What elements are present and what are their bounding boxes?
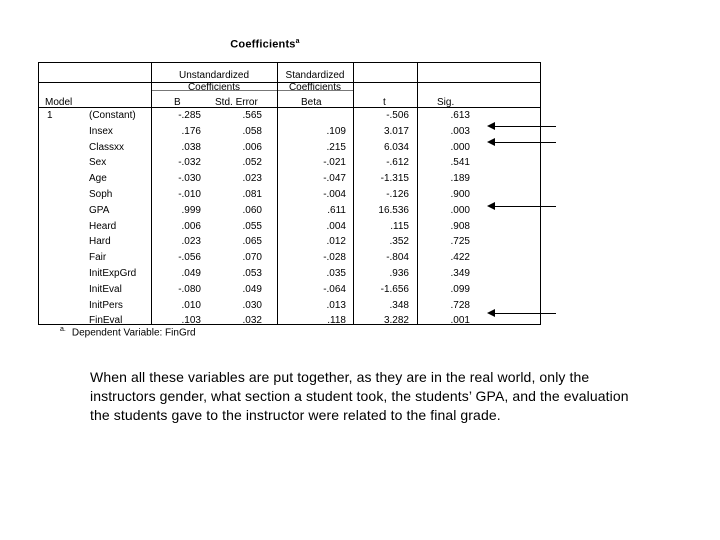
cell-std-error: .023 — [242, 173, 262, 185]
cell-sig: .728 — [450, 299, 470, 311]
cell-std-error: .052 — [242, 157, 262, 169]
table-row — [39, 203, 542, 219]
cell-b: .176 — [181, 125, 201, 137]
cell-std-error: .030 — [242, 299, 262, 311]
cell-t: -.506 — [386, 110, 409, 121]
header-sig: Sig. — [437, 97, 455, 108]
cell-t: .936 — [389, 267, 409, 279]
cell-variable: Age — [89, 173, 107, 185]
table-row — [39, 250, 542, 266]
cell-sig: .908 — [450, 220, 470, 232]
table-row — [39, 108, 542, 124]
cell-t: -1.315 — [380, 173, 409, 185]
cell-beta: -.064 — [323, 283, 346, 295]
cell-variable: Classxx — [89, 141, 125, 153]
cell-b: -.080 — [178, 283, 201, 295]
cell-beta: -.028 — [323, 252, 346, 264]
cell-t: -1.656 — [380, 283, 409, 295]
header-model: Model — [45, 97, 73, 108]
arrow-icon — [494, 313, 556, 314]
cell-variable: Insex — [89, 125, 113, 137]
cell-std-error: .049 — [242, 283, 262, 295]
cell-std-error: .053 — [242, 267, 262, 279]
coefficients-table — [38, 62, 541, 325]
cell-t: 16.536 — [378, 204, 409, 216]
cell-beta: .215 — [326, 141, 346, 153]
cell-t: 3.017 — [383, 125, 409, 137]
footnote-text: Dependent Variable: FinGrd — [71, 327, 196, 339]
table-row — [39, 140, 542, 156]
cell-t: 6.034 — [383, 141, 409, 153]
cell-b: .999 — [181, 204, 201, 216]
footnote-marker: a. — [60, 326, 66, 333]
table-row — [39, 187, 542, 203]
cell-std-error: .565 — [242, 110, 262, 121]
table-row — [39, 266, 542, 282]
model-number: 1 — [47, 110, 53, 121]
cell-b: -.030 — [178, 173, 201, 185]
cell-t: .348 — [389, 299, 409, 311]
cell-sig: .541 — [450, 157, 470, 169]
cell-std-error: .081 — [242, 188, 262, 200]
title-footnote-marker: a — [295, 38, 300, 45]
cell-variable: InitEval — [89, 283, 122, 295]
cell-beta: .611 — [327, 204, 346, 216]
cell-std-error: .065 — [242, 236, 262, 248]
cell-variable: (Constant) — [89, 110, 136, 121]
cell-t: .352 — [389, 236, 409, 248]
table-row — [39, 155, 542, 171]
cell-sig: .000 — [450, 141, 470, 153]
cell-sig: .900 — [450, 188, 470, 200]
cell-b: -.010 — [178, 188, 201, 200]
cell-t: 3.282 — [383, 315, 409, 327]
cell-std-error: .055 — [242, 220, 262, 232]
caption-text: When all these variables are put together, as they are in the real world, only the instructors gender, what section a student took, the students’ GPA, and the evaluation the students gave to the instructor were related to the final grade. — [90, 369, 629, 423]
cell-sig: .349 — [450, 267, 470, 279]
cell-variable: Fair — [89, 252, 107, 264]
arrow-icon — [494, 142, 556, 143]
arrow-icon — [494, 126, 556, 127]
table-row — [39, 234, 542, 250]
cell-t: -.804 — [386, 252, 409, 264]
table-row — [39, 171, 542, 187]
cell-std-error: .060 — [242, 204, 262, 216]
cell-variable: InitPers — [89, 299, 123, 311]
header-unstandardized: Unstandardized Coefficients — [178, 70, 250, 93]
cell-beta: .109 — [326, 125, 346, 137]
cell-b: .038 — [181, 141, 201, 153]
arrow-icon — [494, 206, 556, 207]
cell-sig: .725 — [450, 236, 470, 248]
cell-sig: .000 — [450, 204, 470, 216]
cell-beta: -.004 — [323, 188, 346, 200]
cell-sig: .189 — [450, 173, 470, 185]
cell-t: -.612 — [386, 157, 409, 169]
header-standardized: Standardized Coefficients — [285, 70, 345, 93]
table-row — [39, 282, 542, 298]
cell-beta: .118 — [327, 315, 346, 327]
table-title: Coefficients$^a$ — [230, 38, 300, 51]
table-row — [39, 298, 542, 314]
header-t: t — [383, 97, 386, 108]
cell-std-error: .070 — [242, 252, 262, 264]
header-beta: Beta — [301, 97, 322, 108]
cell-b: .006 — [181, 220, 201, 232]
cell-b: -.056 — [178, 252, 201, 264]
cell-b: .103 — [181, 315, 201, 327]
cell-b: .049 — [181, 267, 201, 279]
cell-beta: .004 — [326, 220, 346, 232]
cell-beta: .035 — [326, 267, 346, 279]
cell-t: .115 — [390, 220, 409, 232]
cell-variable: Soph — [89, 188, 113, 200]
cell-beta: .013 — [326, 299, 346, 311]
cell-variable: GPA — [89, 204, 110, 216]
cell-std-error: .006 — [242, 141, 262, 153]
cell-beta: -.021 — [323, 157, 346, 169]
cell-variable: FinEval — [89, 315, 123, 327]
header-std-error: Std. Error — [215, 97, 258, 108]
cell-b: .010 — [181, 299, 201, 311]
cell-b: .023 — [181, 236, 201, 248]
table-body — [39, 108, 542, 329]
cell-sig: .422 — [450, 252, 470, 264]
table-row — [39, 219, 542, 235]
cell-b: -.285 — [178, 110, 201, 121]
cell-std-error: .058 — [242, 125, 262, 137]
cell-variable: Sex — [89, 157, 107, 169]
cell-variable: InitExpGrd — [89, 267, 137, 279]
cell-sig: .001 — [450, 315, 470, 327]
cell-beta: .012 — [326, 236, 346, 248]
cell-sig: .003 — [450, 125, 470, 137]
cell-b: -.032 — [178, 157, 201, 169]
cell-variable: Heard — [89, 220, 117, 232]
cell-sig: .099 — [450, 283, 470, 295]
table-footnote — [60, 326, 196, 338]
cell-std-error: .032 — [242, 315, 262, 327]
cell-sig: .613 — [450, 110, 470, 121]
cell-t: -.126 — [386, 188, 409, 200]
cell-beta: -.047 — [323, 173, 346, 185]
table-row — [39, 124, 542, 140]
header-b: B — [174, 97, 181, 108]
cell-variable: Hard — [89, 236, 111, 248]
